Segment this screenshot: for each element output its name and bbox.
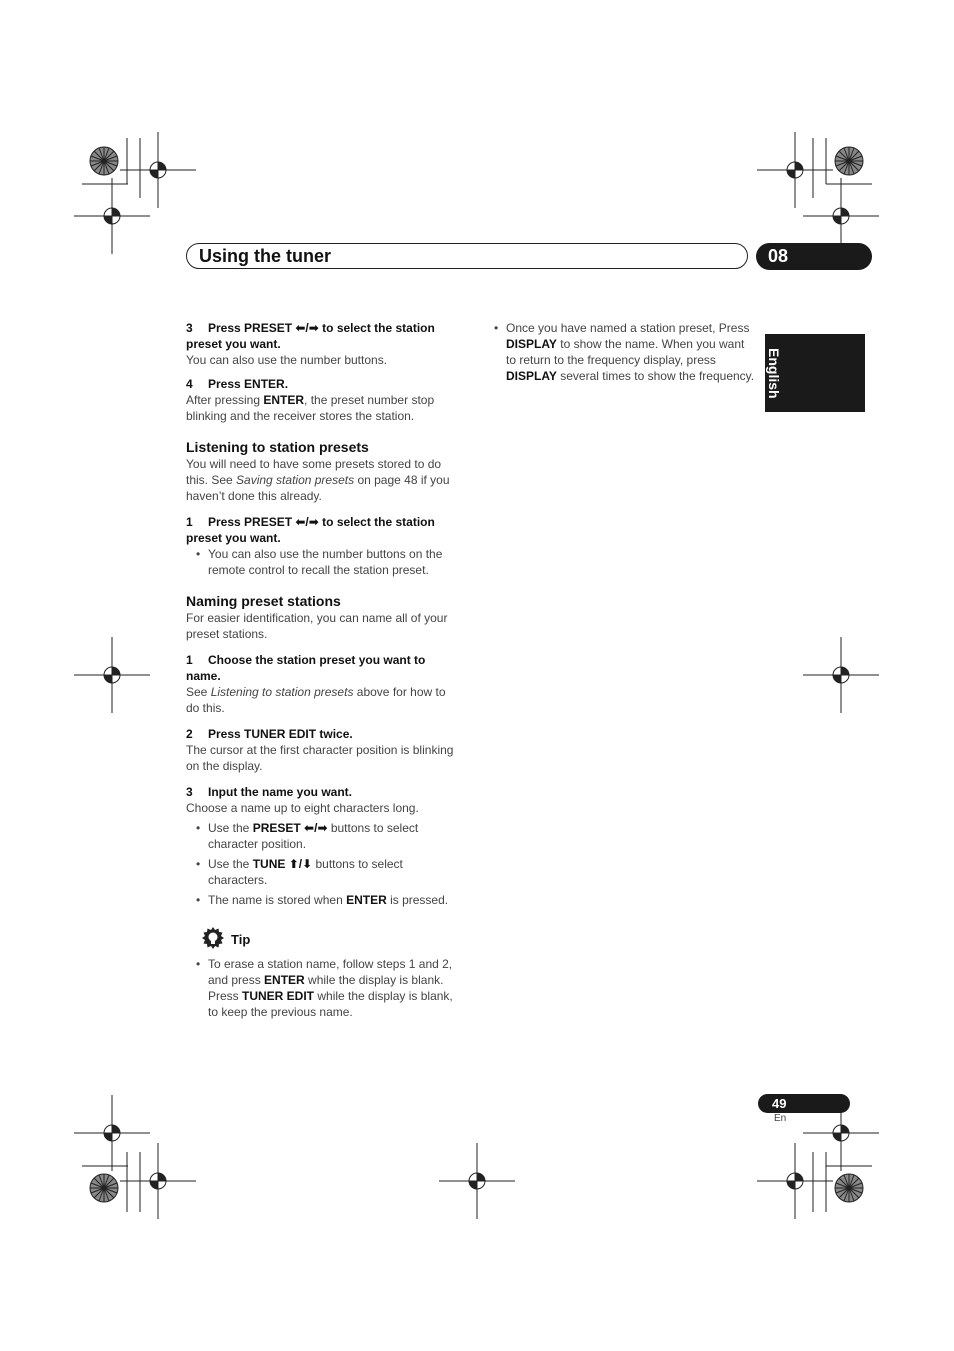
naming-step-2-body: The cursor at the first character position is blinking on the display. bbox=[186, 743, 454, 773]
naming-step-2-title: 2 Press TUNER EDIT twice. bbox=[186, 727, 353, 741]
language-label: English bbox=[766, 348, 782, 399]
tip-bullet: • To erase a station name, follow steps 1 and 2, and press ENTER while the display is blank. Press TUNER EDIT while the display is blank, to keep the previous name. bbox=[186, 956, 462, 1020]
lightbulb-icon bbox=[200, 926, 226, 952]
naming-step-1-body: See Listening to station presets above for how to do this. bbox=[186, 685, 446, 715]
page-number: 49 bbox=[772, 1096, 787, 1111]
naming-bullet-preset: • Use the PRESET ⬅/➡ buttons to select character position. bbox=[186, 820, 462, 852]
naming-step-1-title: 1 Choose the station preset you want to name. bbox=[186, 653, 426, 683]
step-4-body: After pressing ENTER, the preset number stop blinking and the receiver stores the station. bbox=[186, 393, 435, 423]
display-bullet: • Once you have named a station preset, Press DISPLAY to show the name. When you want to return to the frequency display, press DISPLAY several times to show the frequency. bbox=[494, 320, 756, 384]
naming-bullet-tune: • Use the TUNE ⬆/⬇ buttons to select characters. bbox=[186, 856, 462, 888]
naming-intro: For easier identification, you can name all of your preset stations. bbox=[186, 611, 448, 641]
step-3-title: 3 Press PRESET ⬅/➡ to select the station preset you want. bbox=[186, 321, 435, 351]
listening-intro: You will need to have some presets stored to do this. See Saving station presets on page 48 if you haven’t done this already. bbox=[186, 457, 450, 503]
section-heading-listening: Listening to station presets bbox=[186, 439, 369, 455]
listening-step-1-title: 1 Press PRESET ⬅/➡ to select the station preset you want. bbox=[186, 515, 435, 545]
left-column bbox=[186, 320, 462, 1020]
tip-header bbox=[200, 926, 462, 952]
right-column bbox=[494, 320, 756, 384]
page-language: En bbox=[774, 1113, 787, 1124]
page-title: Using the tuner bbox=[199, 246, 332, 266]
naming-bullet-enter: • The name is stored when ENTER is pressed. bbox=[186, 892, 462, 908]
naming-step-3-body: Choose a name up to eight characters long. bbox=[186, 801, 419, 815]
naming-step-3-title: 3 Input the name you want. bbox=[186, 785, 353, 799]
chapter-number: 08 bbox=[768, 246, 789, 266]
step-4-title: 4 Press ENTER. bbox=[186, 377, 289, 391]
listening-bullet: • You can also use the number buttons on the remote control to recall the station preset. bbox=[186, 546, 462, 578]
section-heading-naming: Naming preset stations bbox=[186, 593, 341, 609]
step-3-body: You can also use the number buttons. bbox=[186, 353, 388, 367]
tip-label: Tip bbox=[231, 932, 251, 947]
